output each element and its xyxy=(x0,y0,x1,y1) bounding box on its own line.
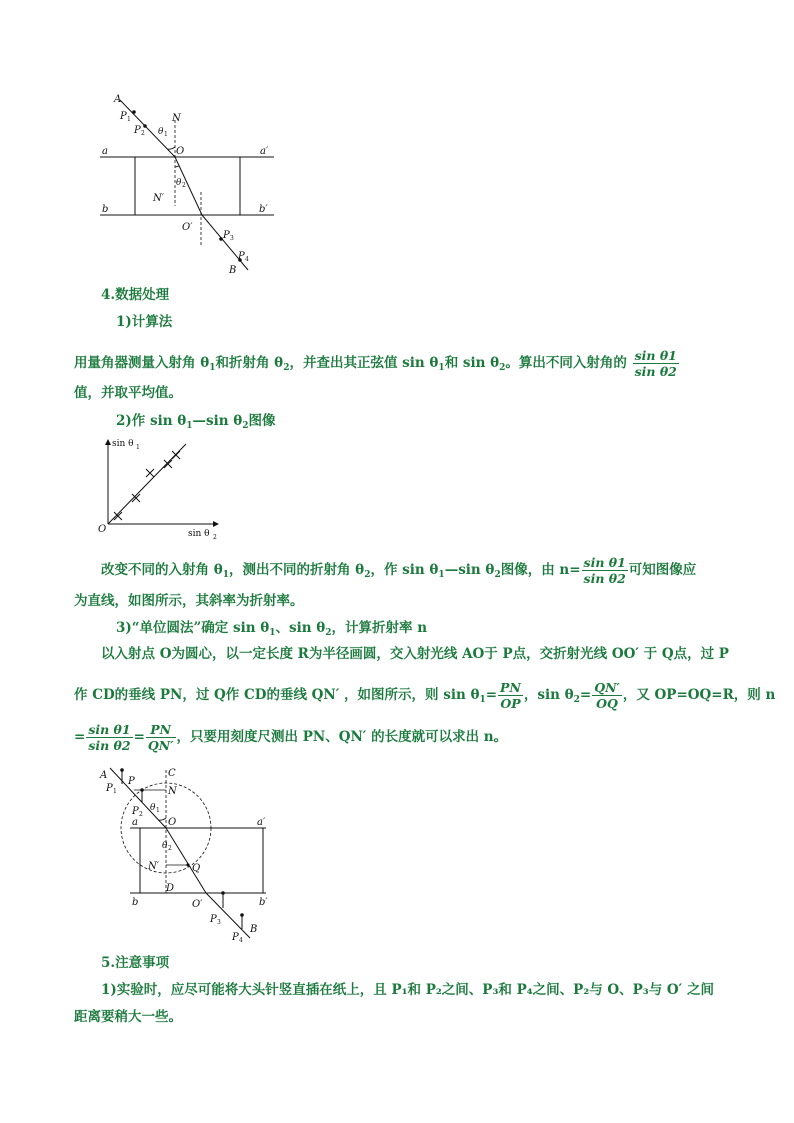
svg-text:N′: N′ xyxy=(148,861,160,872)
svg-text:1: 1 xyxy=(113,788,117,795)
method-2-line-2: 为直线，如图所示，其斜率为折射率。 xyxy=(74,593,304,609)
svg-text:D: D xyxy=(166,883,175,894)
svg-text:1: 1 xyxy=(164,131,168,138)
data-markers xyxy=(114,451,180,520)
method-3-line-3: = $\frac{\text{sin θ1}}{\text{sin θ2}}$ = $\frac{PN}{QN'}$ ，只要用刻度尺测出 PN、QN′ 的长度就可以求出 n。 xyxy=(74,722,508,753)
method-1-line-2: 值，并取平均值。 xyxy=(74,385,182,401)
svg-text:a: a xyxy=(132,817,138,828)
svg-text:P: P xyxy=(210,914,217,925)
svg-text:θ: θ xyxy=(150,803,156,813)
svg-text:P: P xyxy=(106,783,113,794)
svg-text:O′: O′ xyxy=(192,899,203,910)
svg-text:4: 4 xyxy=(239,937,243,944)
method-3-title: 3)“单位圆法”确定 $\sin \theta_1$、$\sin \theta_2$，计算折射率 n xyxy=(116,620,428,638)
label-P3: P xyxy=(223,230,230,241)
label-N-prime: N′ xyxy=(153,193,165,204)
svg-text:O: O xyxy=(168,817,177,828)
section-5-title: 5.注意事项 xyxy=(101,955,170,971)
label-P1: P xyxy=(120,111,127,122)
svg-text:2: 2 xyxy=(182,182,186,189)
label-O: O xyxy=(176,146,185,157)
method-3-line-2: 作 CD的垂线 PN，过 Q作 CD的垂线 QN′ ，如图所示，则 $\sin \theta_1=$ $\frac{PN}{OP}$ ，$\sin \theta_2=$ $\frac{QN'}{OQ}$ ，又 OP=OQ=R，则 n xyxy=(74,680,776,711)
method-2-title: 2)作 $\sin \theta_1—\sin$ $\theta_2$图像 xyxy=(116,413,276,431)
svg-text:Q: Q xyxy=(192,863,201,874)
svg-text:a′: a′ xyxy=(257,817,266,828)
method-1-line-1: 用量角器测量入射角 $\theta_1$和折射角 $\theta_2$，并查出其正弦值 $\sin \theta_1$和 $\sin \theta_2$。算出不同入射角的 $\frac{\text{sin θ1}}{\text{sin θ2}}$ xyxy=(74,348,677,379)
label-b-prime: b′ xyxy=(259,204,268,215)
ratio-fraction: $\frac{\text{sin θ1}}{\text{sin θ2}}$ xyxy=(634,348,677,379)
svg-text:C: C xyxy=(168,768,176,779)
label-theta1: θ xyxy=(158,127,164,137)
svg-text:θ: θ xyxy=(162,841,168,851)
label-P2: P xyxy=(134,125,141,136)
n-fraction: $\frac{\text{sin θ1}}{\text{sin θ2}}$ xyxy=(583,555,626,586)
unit-circle-diagram xyxy=(96,762,286,948)
section-4-title: 4.数据处理 xyxy=(101,287,170,303)
origin-label: O xyxy=(98,524,107,535)
x-axis-label: sin θ xyxy=(188,529,210,539)
svg-text:P: P xyxy=(132,806,139,817)
sin-graph xyxy=(96,432,226,540)
svg-text:P: P xyxy=(232,932,239,943)
svg-text:2: 2 xyxy=(213,534,217,540)
method-2-line-1: 改变不同的入射角 $\theta_1$，测出不同的折射角 $\theta_2$，作 $\sin \theta_1—\sin$ $\theta_2$图像，由 n= $\frac{\text{sin θ1}}{\text{sin θ2}}$ 可知图像应 xyxy=(101,555,697,586)
svg-text:2: 2 xyxy=(141,130,145,137)
svg-text:4: 4 xyxy=(245,256,249,263)
label-a-prime: a′ xyxy=(260,146,269,157)
label-a: a xyxy=(102,146,108,157)
svg-text:b′: b′ xyxy=(259,897,268,908)
method-3-line-1: 以入射点 O为圆心，以一定长度 R为半径画圆，交入射光线 AO于 P点，交折射光线 OO′ 于 Q点，过 P xyxy=(101,646,729,662)
note-1-line-1: 1)实验时，应尽可能将大头针竖直插在纸上，且 P₁和 P₂之间、P₃和 P₄之间、P₂与 O、P₃与 O′ 之间 xyxy=(101,982,714,998)
method-1-title: 1)计算法 xyxy=(116,314,173,330)
refraction-diagram xyxy=(96,88,286,278)
label-N: N xyxy=(172,113,181,124)
svg-text:B: B xyxy=(250,924,258,935)
label-theta2: θ xyxy=(176,178,182,188)
note-1-line-2: 距离要稍大一些。 xyxy=(74,1009,182,1025)
label-b: b xyxy=(102,204,109,215)
svg-text:3: 3 xyxy=(230,235,234,242)
svg-text:N: N xyxy=(168,786,177,797)
svg-text:1: 1 xyxy=(127,116,131,123)
label-A: A xyxy=(114,94,122,105)
svg-text:A: A xyxy=(100,770,108,781)
label-B: B xyxy=(229,265,237,276)
svg-text:1: 1 xyxy=(156,807,160,814)
svg-text:3: 3 xyxy=(217,919,221,926)
svg-text:b: b xyxy=(132,897,139,908)
svg-text:2: 2 xyxy=(168,845,172,852)
y-axis-label: sin θ xyxy=(112,439,134,449)
svg-text:1: 1 xyxy=(136,444,140,451)
svg-text:2: 2 xyxy=(139,811,143,818)
svg-text:P: P xyxy=(128,776,135,787)
label-O-prime: O′ xyxy=(182,222,193,233)
label-P4: P xyxy=(238,251,245,262)
